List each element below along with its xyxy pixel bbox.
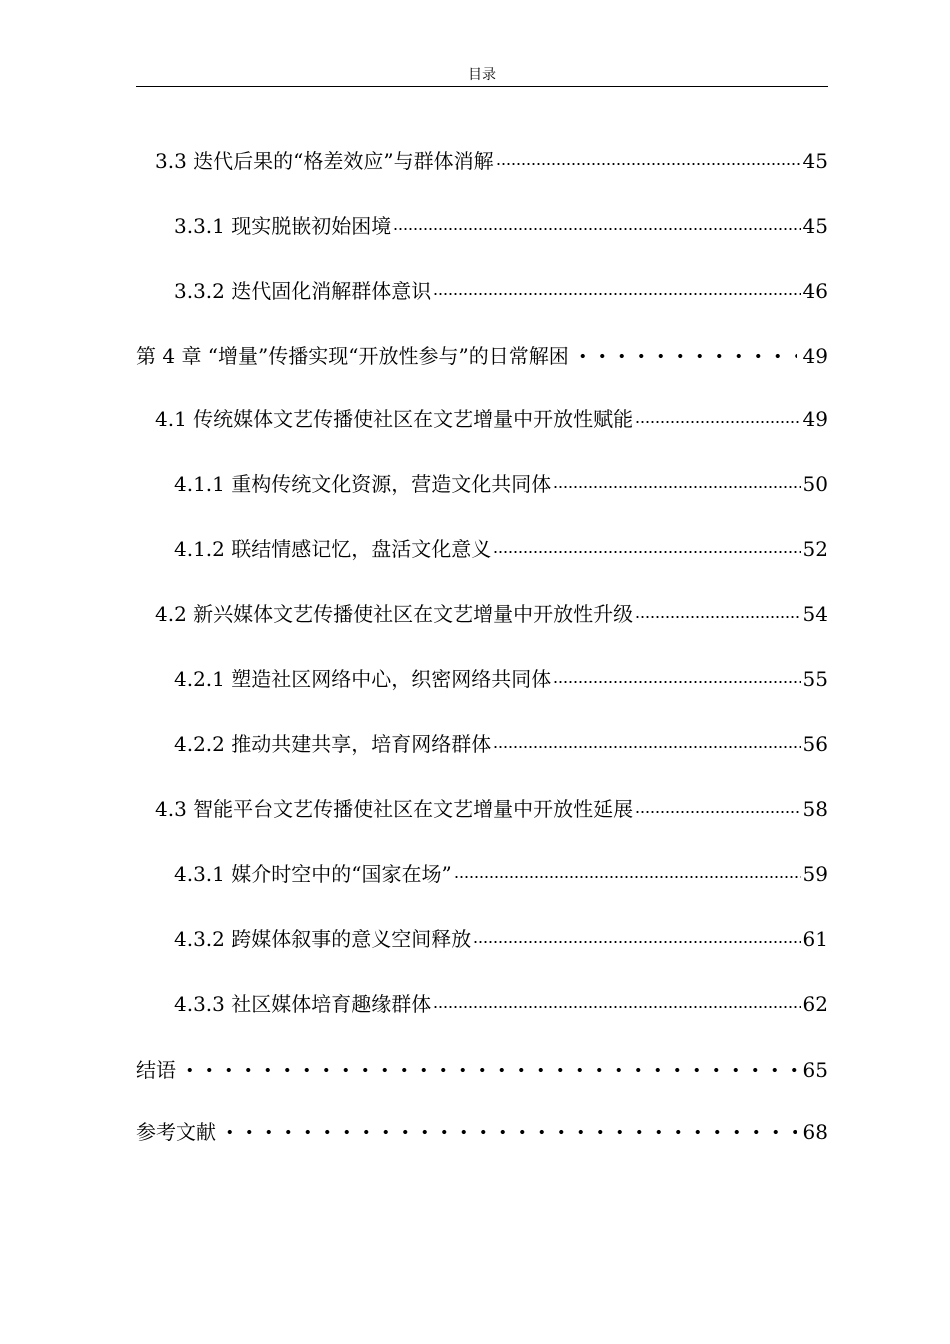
toc-entry-title: 4.2 新兴媒体文艺传播使社区在文艺增量中开放性升级: [155, 602, 634, 626]
toc-entry-page: 52: [802, 537, 828, 561]
toc-entry-page: 68: [802, 1120, 828, 1144]
dot-leader: [393, 211, 800, 241]
dot-leader: [573, 341, 797, 371]
toc-entry-title: 4.3.3 社区媒体培育趣缘群体: [174, 992, 432, 1016]
dot-leader: [493, 534, 800, 564]
toc-entry-title: 4.1 传统媒体文艺传播使社区在文艺增量中开放性赋能: [155, 407, 634, 431]
toc-entry-4-1-2[interactable]: [174, 534, 828, 564]
toc-entry-4-3-2[interactable]: [174, 924, 828, 954]
dot-leader: [454, 859, 801, 889]
dot-leader: [473, 924, 800, 954]
toc-entry-title: 4.3.1 媒介时空中的“国家在场”: [174, 862, 452, 886]
toc-entry-title: 3.3.1 现实脱嵌初始困境: [174, 214, 392, 238]
toc-entry-4-3-3[interactable]: [174, 989, 828, 1019]
toc-entry-title: 参考文献: [136, 1120, 216, 1144]
dot-leader: [180, 1055, 797, 1085]
toc-entry-page: 62: [802, 992, 828, 1016]
dot-leader: [553, 664, 800, 694]
toc-entry-page: 50: [802, 472, 828, 496]
toc-entry-page: 59: [802, 862, 828, 886]
toc-entry-4-1-1[interactable]: [174, 469, 828, 499]
toc-entry-chapter-4[interactable]: [136, 341, 828, 371]
toc-entry-page: 45: [802, 214, 828, 238]
toc-entry-page: 58: [802, 797, 828, 821]
toc-entry-page: 56: [802, 732, 828, 756]
dot-leader: [635, 404, 800, 434]
toc-entry-title: 结语: [136, 1058, 176, 1082]
dot-leader: [496, 146, 801, 176]
dot-leader: [553, 469, 800, 499]
toc-entry-conclusion[interactable]: [136, 1055, 828, 1085]
toc-entry-references[interactable]: [136, 1117, 828, 1147]
toc-entry-page: 54: [802, 602, 828, 626]
toc-entry-4-2-1[interactable]: [174, 664, 828, 694]
dot-leader: [220, 1117, 797, 1147]
toc-entry-4-2[interactable]: [155, 599, 828, 629]
toc-entry-3-3-1[interactable]: [174, 211, 828, 241]
toc-entry-title: 4.2.1 塑造社区网络中心，织密网络共同体: [174, 667, 552, 691]
toc-entry-page: 65: [802, 1058, 828, 1082]
toc-entry-3-3[interactable]: [155, 146, 828, 176]
toc-entry-title: 第 4 章 “增量”传播实现“开放性参与”的日常解困: [136, 344, 569, 368]
dot-leader: [635, 794, 800, 824]
toc-entry-page: 49: [802, 407, 828, 431]
toc-entry-title: 4.3.2 跨媒体叙事的意义空间释放: [174, 927, 472, 951]
toc-entry-page: 55: [802, 667, 828, 691]
toc-entry-title: 4.1.2 联结情感记忆，盘活文化意义: [174, 537, 492, 561]
toc-entry-title: 4.1.1 重构传统文化资源，营造文化共同体: [174, 472, 552, 496]
dot-leader: [433, 989, 800, 1019]
dot-leader: [635, 599, 800, 629]
toc-entry-title: 3.3 迭代后果的“格差效应”与群体消解: [155, 149, 494, 173]
toc-entry-4-1[interactable]: [155, 404, 828, 434]
toc-entry-4-3-1[interactable]: [174, 859, 828, 889]
toc-entry-4-2-2[interactable]: [174, 729, 828, 759]
toc-entry-title: 3.3.2 迭代固化消解群体意识: [174, 279, 432, 303]
toc-entry-page: 46: [802, 279, 828, 303]
dot-leader: [433, 276, 800, 306]
dot-leader: [493, 729, 800, 759]
toc-entry-page: 49: [802, 344, 828, 368]
page-header-title: 目录: [468, 67, 496, 83]
toc-entry-page: 45: [802, 149, 828, 173]
toc-entry-3-3-2[interactable]: [174, 276, 828, 306]
toc-entry-title: 4.3 智能平台文艺传播使社区在文艺增量中开放性延展: [155, 797, 634, 821]
toc-entry-4-3[interactable]: [155, 794, 828, 824]
toc-entry-page: 61: [802, 927, 828, 951]
toc-entry-title: 4.2.2 推动共建共享，培育网络群体: [174, 732, 492, 756]
